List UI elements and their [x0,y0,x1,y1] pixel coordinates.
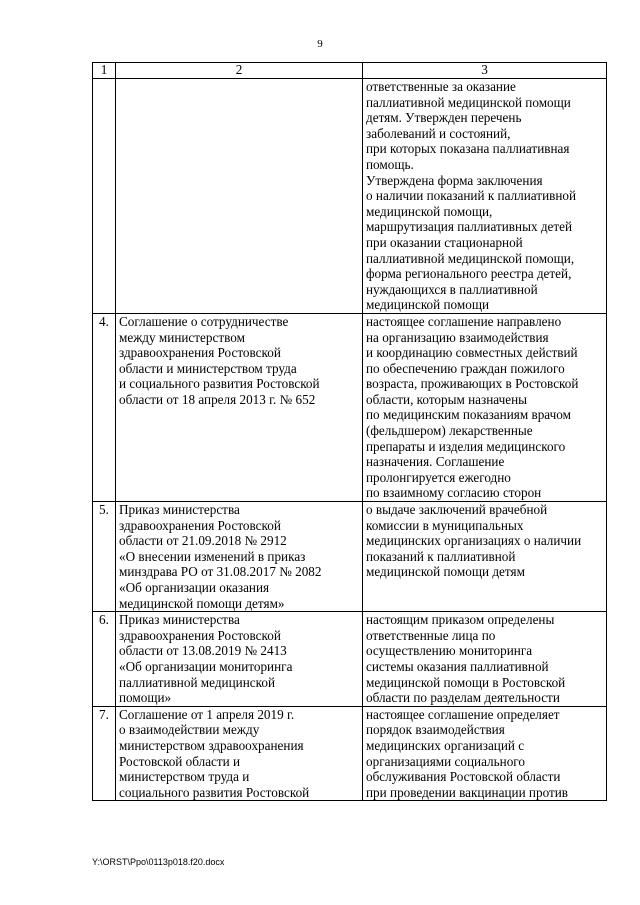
cell-text-line: министерством труда и [119,769,250,785]
cell-text-line: комиссии в муниципальных [366,517,524,533]
cell-text-line: показаний к паллиативной [366,548,516,564]
table-row [93,502,607,612]
page-number: 9 [317,38,323,50]
row-number [93,79,116,314]
row-number: 4. [93,313,116,501]
document-name-cell [116,706,363,801]
cell-text-line: медицинских организациях о наличии [366,533,582,549]
cell-text-line: по медицинским показаниям врачом [366,407,571,423]
cell-text-line: на организацию взаимодействия [366,329,549,345]
cell-text-line: области от 13.08.2019 № 2413 [119,643,287,659]
row-number: 5. [93,502,116,612]
cell-text-line: медицинских организаций с [366,737,525,753]
cell-text-line: Ростовской области и [119,753,241,769]
cell-text-line: форма регионального реестра детей, [366,266,572,282]
document-description-cell [363,79,607,314]
table-row [93,313,607,501]
cell-text-line: Приказ министерства [119,612,240,628]
cell-text-line: препараты и изделия медицинского [366,438,566,454]
cell-text-line: Соглашение от 1 апреля 2019 г. [119,706,295,722]
cell-text-line: медицинской помощи в Ростовской [366,674,566,690]
document-name-cell [116,79,363,314]
cell-text-line: пролонгируется ежегодно [366,469,511,485]
cell-text-line: помощь. [366,156,414,172]
cell-text-line: (фельдшером) лекарственные [366,423,533,439]
cell-text-line: Соглашение о сотрудничестве [119,313,289,329]
cell-text-line: области от 21.09.2018 № 2912 [119,533,287,549]
cell-text-line: возраста, проживающих в Ростовской [366,376,579,392]
cell-text-line: ответственные за оказание [366,79,516,94]
cell-text-line: медицинской помощи детям [366,564,525,580]
table-header-row [93,63,607,79]
cell-text-line: ответственные лица по [366,627,496,643]
cell-text-line: паллиативной медицинской помощи [366,94,571,110]
cell-text-line: настоящее соглашение определяет [366,706,560,722]
cell-text-line: паллиативной медицинской помощи, [366,250,575,266]
cell-text-line: нуждающихся в паллиативной [366,281,538,297]
table-row [93,79,607,314]
cell-text-line: медицинской помощи, [366,203,493,219]
cell-text-line: при которых показана паллиативная [366,141,570,157]
document-name-cell [116,612,363,707]
cell-text-line: настоящее соглашение направлено [366,313,562,329]
table-row [93,612,607,707]
cell-text-line: области от 18 апреля 2013 г. № 652 [119,391,316,407]
cell-text-line: социального развития Ростовской [119,784,310,800]
cell-text-line: между министерством [119,329,245,345]
document-description-cell [363,313,607,501]
cell-text-line: минздрава РО от 31.08.2017 № 2082 [119,564,322,580]
table-body [93,79,607,801]
row-number: 7. [93,706,116,801]
cell-text-line: по обеспечению граждан пожилого [366,360,565,376]
document-name-cell [116,502,363,612]
cell-text-line: организациями социального [366,753,525,769]
cell-text-line: и социального развития Ростовской [119,376,320,392]
cell-text-line: медицинской помощи [366,297,490,313]
cell-text-line: «Об организации оказания [119,580,270,595]
document-table [92,62,607,801]
document-description-cell [363,706,607,801]
cell-text-line: при проведении вакцинации против [366,784,569,800]
cell-text-line: здравоохранения Ростовской [119,345,281,361]
cell-text-line: настоящим приказом определены [366,612,555,628]
cell-text-line: по взаимному согласию сторон [366,485,542,501]
row-number: 6. [93,612,116,707]
cell-text-line: заболеваний и состояний, [366,125,511,141]
header-col-3: 3 [363,63,607,79]
cell-text-line: Приказ министерства [119,502,240,518]
cell-text-line: системы оказания паллиативной [366,658,549,674]
document-name-cell [116,313,363,501]
document-description-cell [363,612,607,707]
cell-text-line: о выдаче заключений врачебной [366,502,548,518]
document-description-cell [363,502,607,612]
cell-text-line: «О внесении изменений в приказ [119,548,306,564]
table-row [93,706,607,801]
header-col-2: 2 [116,63,363,79]
cell-text-line: области по разделам деятельности [366,690,560,706]
cell-text-line: обслуживания Ростовской области [366,769,561,785]
cell-text-line: паллиативной медицинской [119,674,276,690]
cell-text-line: области и министерством труда [119,360,297,376]
cell-text-line: области, которым назначены [366,391,528,407]
footer-file-path: Y:\ORST\Ppo\0113p018.f20.docx [92,857,225,867]
cell-text-line: маршрутизация паллиативных детей [366,219,573,235]
cell-text-line: о взаимодействии между [119,722,260,738]
cell-text-line: здравоохранения Ростовской [119,517,281,533]
cell-text-line: «Об организации мониторинга [119,658,293,674]
cell-text-line: Утверждена форма заключения [366,172,543,188]
cell-text-line: медицинской помощи детям» [119,595,285,611]
cell-text-line: порядок взаимодействия [366,722,505,738]
cell-text-line: здравоохранения Ростовской [119,627,281,643]
cell-text-line: осуществлению мониторинга [366,643,533,659]
cell-text-line: министерством здравоохранения [119,737,304,753]
cell-text-line: детям. Утвержден перечень [366,110,522,126]
cell-text-line: помощи» [119,690,172,706]
cell-text-line: о наличии показаний к паллиативной [366,188,577,204]
cell-text-line: назначения. Соглашение [366,454,505,470]
header-col-1: 1 [93,63,116,79]
cell-text-line: при оказании стационарной [366,234,523,250]
cell-text-line: и координацию совместных действий [366,345,578,361]
